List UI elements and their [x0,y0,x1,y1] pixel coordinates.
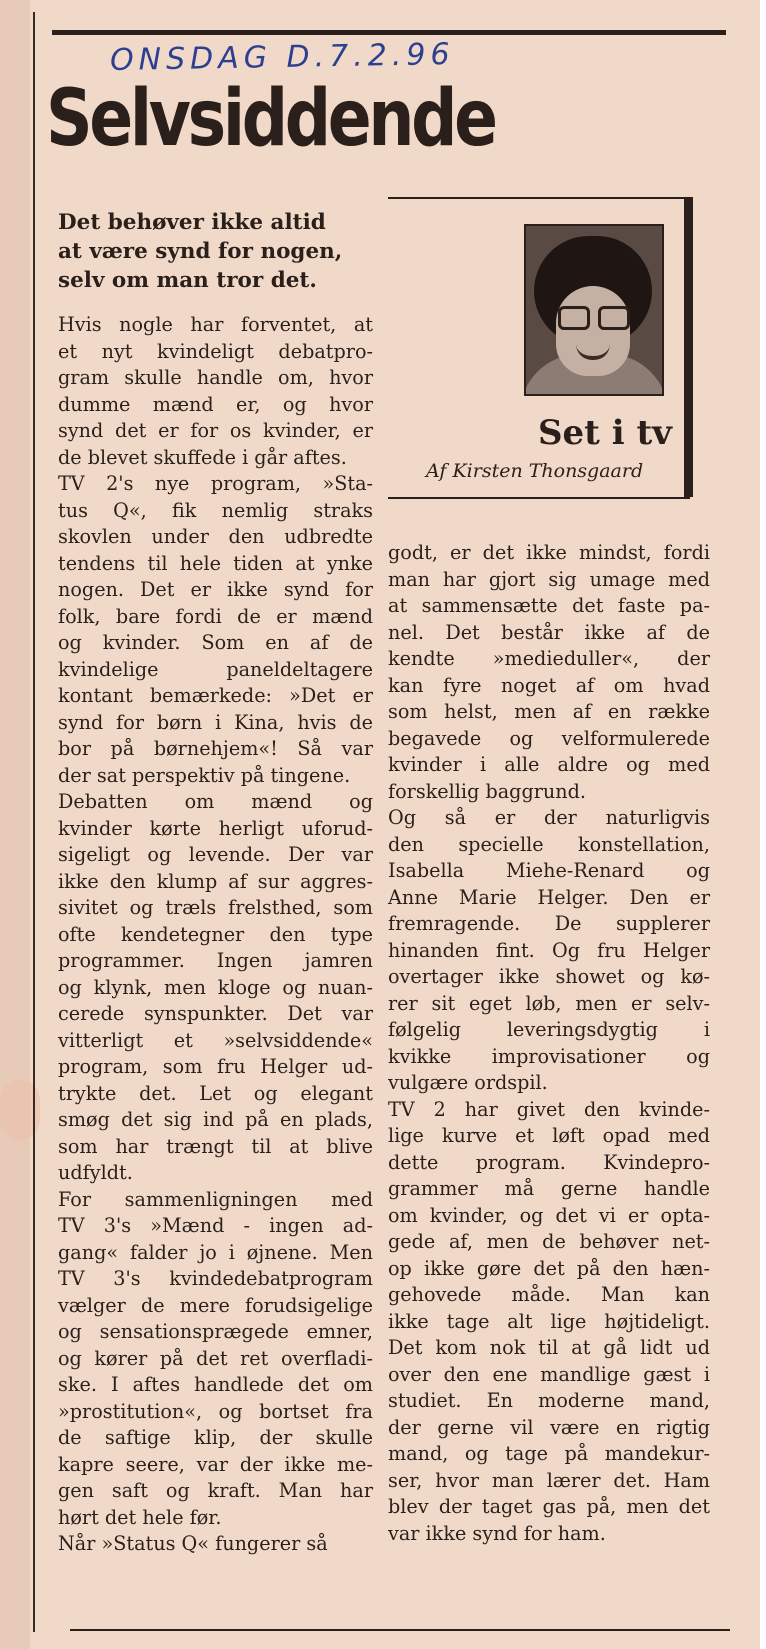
article-line: nogen. Det er ikke synd for [58,578,373,601]
article-line: som har trængt til at blive [58,1134,373,1158]
subheadline [58,208,388,295]
article-line: TV 2 har givet den kvinde- [388,1097,710,1121]
article-line: forskellig baggrund. [388,779,587,803]
article-line: de blevet skuffede i går aftes. [58,445,347,469]
article-line: sigeligt og levende. Der var [58,843,373,866]
article-line: de saftige klip, der skulle [58,1426,373,1449]
article-line: vælger de mere forudsigelige [58,1293,373,1317]
article-line: programmer. Ingen jamren [58,949,373,972]
article-line: begavede og velformulerede [388,726,710,750]
article-line: smøg det sig ind på en plads, [58,1108,373,1131]
author-box-shadow [684,197,693,497]
article-line: Når »Status Q« fungerer så [58,1532,328,1555]
article-line: som helst, men af en række [388,700,710,723]
article-line: kendte »medieduller«, der [388,647,710,670]
article-line: kvikke improvisationer og [388,1044,710,1068]
article-line: der sat perspektiv på tingene. [58,763,351,787]
article-line: kvindelige paneldeltagere [58,657,373,681]
article-line: folk, bare fordi de er mænd [58,604,373,628]
article-line: ikke tage alt lige højtideligt. [388,1309,710,1333]
column-label: Set i tv [538,413,672,453]
article-line: TV 2's nye program, »Sta- [58,472,373,495]
article-line: der gerne vil være en rigtig [388,1415,710,1439]
article-line: kapre seere, var der ikke me- [58,1452,373,1476]
article-column-right [388,540,710,1547]
article-line: hørt det hele før. [58,1505,222,1529]
article-line: kan fyre noget af om hvad [388,673,710,697]
article-line: trykte det. Let og elegant [58,1081,373,1105]
article-line: gen saft og kraft. Man har [58,1479,373,1502]
subhead-line: at være synd for nogen, [58,239,343,264]
article-line: følgelig leveringsdygtig i [388,1018,710,1041]
article-line: vitterligt et »selvsiddende« [58,1028,373,1052]
article-line: TV 3's »Mænd - ingen ad- [58,1214,373,1237]
article-line: dette program. Kvindepro- [388,1150,710,1174]
article-line: godt, er det ikke mindst, fordi [388,541,710,564]
article-line: den specielle konstellation, [388,832,710,856]
article-line: program, som fru Helger ud- [58,1055,373,1078]
article-line: TV 3's kvindedebatprogram [58,1267,373,1290]
article-line: dumme mænd er, og hvor [58,392,373,416]
article-column-left [58,312,373,1558]
subhead-line: Det behøver ikke altid [58,210,326,235]
article-line: Debatten om mænd og [58,790,373,813]
article-line: ske. I aftes handlede det om [58,1373,373,1396]
article-line: mand, og tage på mandekur- [388,1442,710,1465]
article-line: gram skulle handle om, hvor [58,366,373,389]
article-line: For sammenligningen med [58,1187,373,1211]
article-line: var ikke synd for ham. [388,1521,606,1545]
article-line: sivitet og træls frelsthed, som [58,896,373,919]
article-line: bor på børnehjem«! Så var [58,737,373,760]
article-line: synd for børn i Kina, hvis de [58,710,373,734]
article-line: tendens til hele tiden at ynke [58,551,373,575]
article-line: et nyt kvindeligt debatpro- [58,339,373,363]
article-line: ikke den klump af sur aggres- [58,869,373,893]
article-line: synd det er for os kvinder, er [58,419,373,442]
article-line: hinanden fint. Og fru Helger [388,938,710,962]
article-line: blev der taget gas på, men det [388,1495,710,1518]
column-divider [33,12,35,1632]
article-line: Hvis nogle har forventet, at [58,313,373,336]
article-line: og kvinder. Som en af de [58,631,373,654]
article-line: »prostitution«, og bortset fra [58,1399,373,1423]
article-line: og klynk, men kloge og nuan- [58,975,373,999]
article-line: om kvinder, og det vi er opta- [388,1203,710,1227]
article-line: Det kom nok til at gå lidt ud [388,1336,710,1359]
article-line: Isabella Miehe-Renard og [388,859,710,882]
article-line: gang« falder jo i øjnene. Men [58,1240,373,1264]
article-line: over den ene mandlige gæst i [388,1362,710,1386]
article-line: udfyldt. [58,1161,133,1184]
bottom-rule [70,1629,730,1631]
article-line: op ikke gøre det på den hæn- [388,1256,710,1280]
article-line: vulgære ordspil. [388,1071,548,1094]
paper-edge [0,0,30,1649]
article-line: studiet. En moderne mand, [388,1389,710,1412]
top-rule [52,30,726,35]
article-line: kontant bemærkede: »Det er [58,684,373,707]
article-line: gehovede måde. Man kan [388,1283,710,1306]
article-line: rer sit eget løb, men er selv- [388,991,710,1015]
article-line: og kører på det ret overfladi- [58,1346,373,1370]
handwritten-date: ONSDAG D.7.2.96 [109,36,455,79]
article-line: Og så er der naturligvis [388,806,710,829]
author-photo [524,224,664,396]
article-line: og sensationsprægede emner, [58,1320,373,1343]
article-line: tus Q«, fik nemlig straks [58,498,373,522]
article-line: cerede synspunkter. Det var [58,1002,373,1025]
article-line: gede af, men de behøver net- [388,1230,710,1253]
article-line: skovlen under den udbredte [58,525,373,548]
headline: Selvsiddende [46,74,495,164]
article-line: man har gjort sig umage med [388,567,710,591]
article-line: at sammensætte det faste pa- [388,594,710,617]
subhead-line: selv om man tror det. [58,268,317,293]
article-line: kvinder kørte herligt uforud- [58,816,373,840]
article-line: overtager ikke showet og kø- [388,965,710,988]
article-line: Anne Marie Helger. Den er [388,885,710,909]
article-line: nel. Det består ikke af de [388,620,710,644]
article-line: ofte kendetegner den type [58,922,373,946]
article-line: ser, hvor man lærer det. Ham [388,1468,710,1492]
byline: Af Kirsten Thonsgaard [426,460,644,482]
article-line: grammer må gerne handle [388,1177,710,1200]
article-line: fremragende. De supplerer [388,912,710,935]
article-line: kvinder i alle aldre og med [388,753,710,776]
article-line: lige kurve et løft opad med [388,1124,710,1147]
